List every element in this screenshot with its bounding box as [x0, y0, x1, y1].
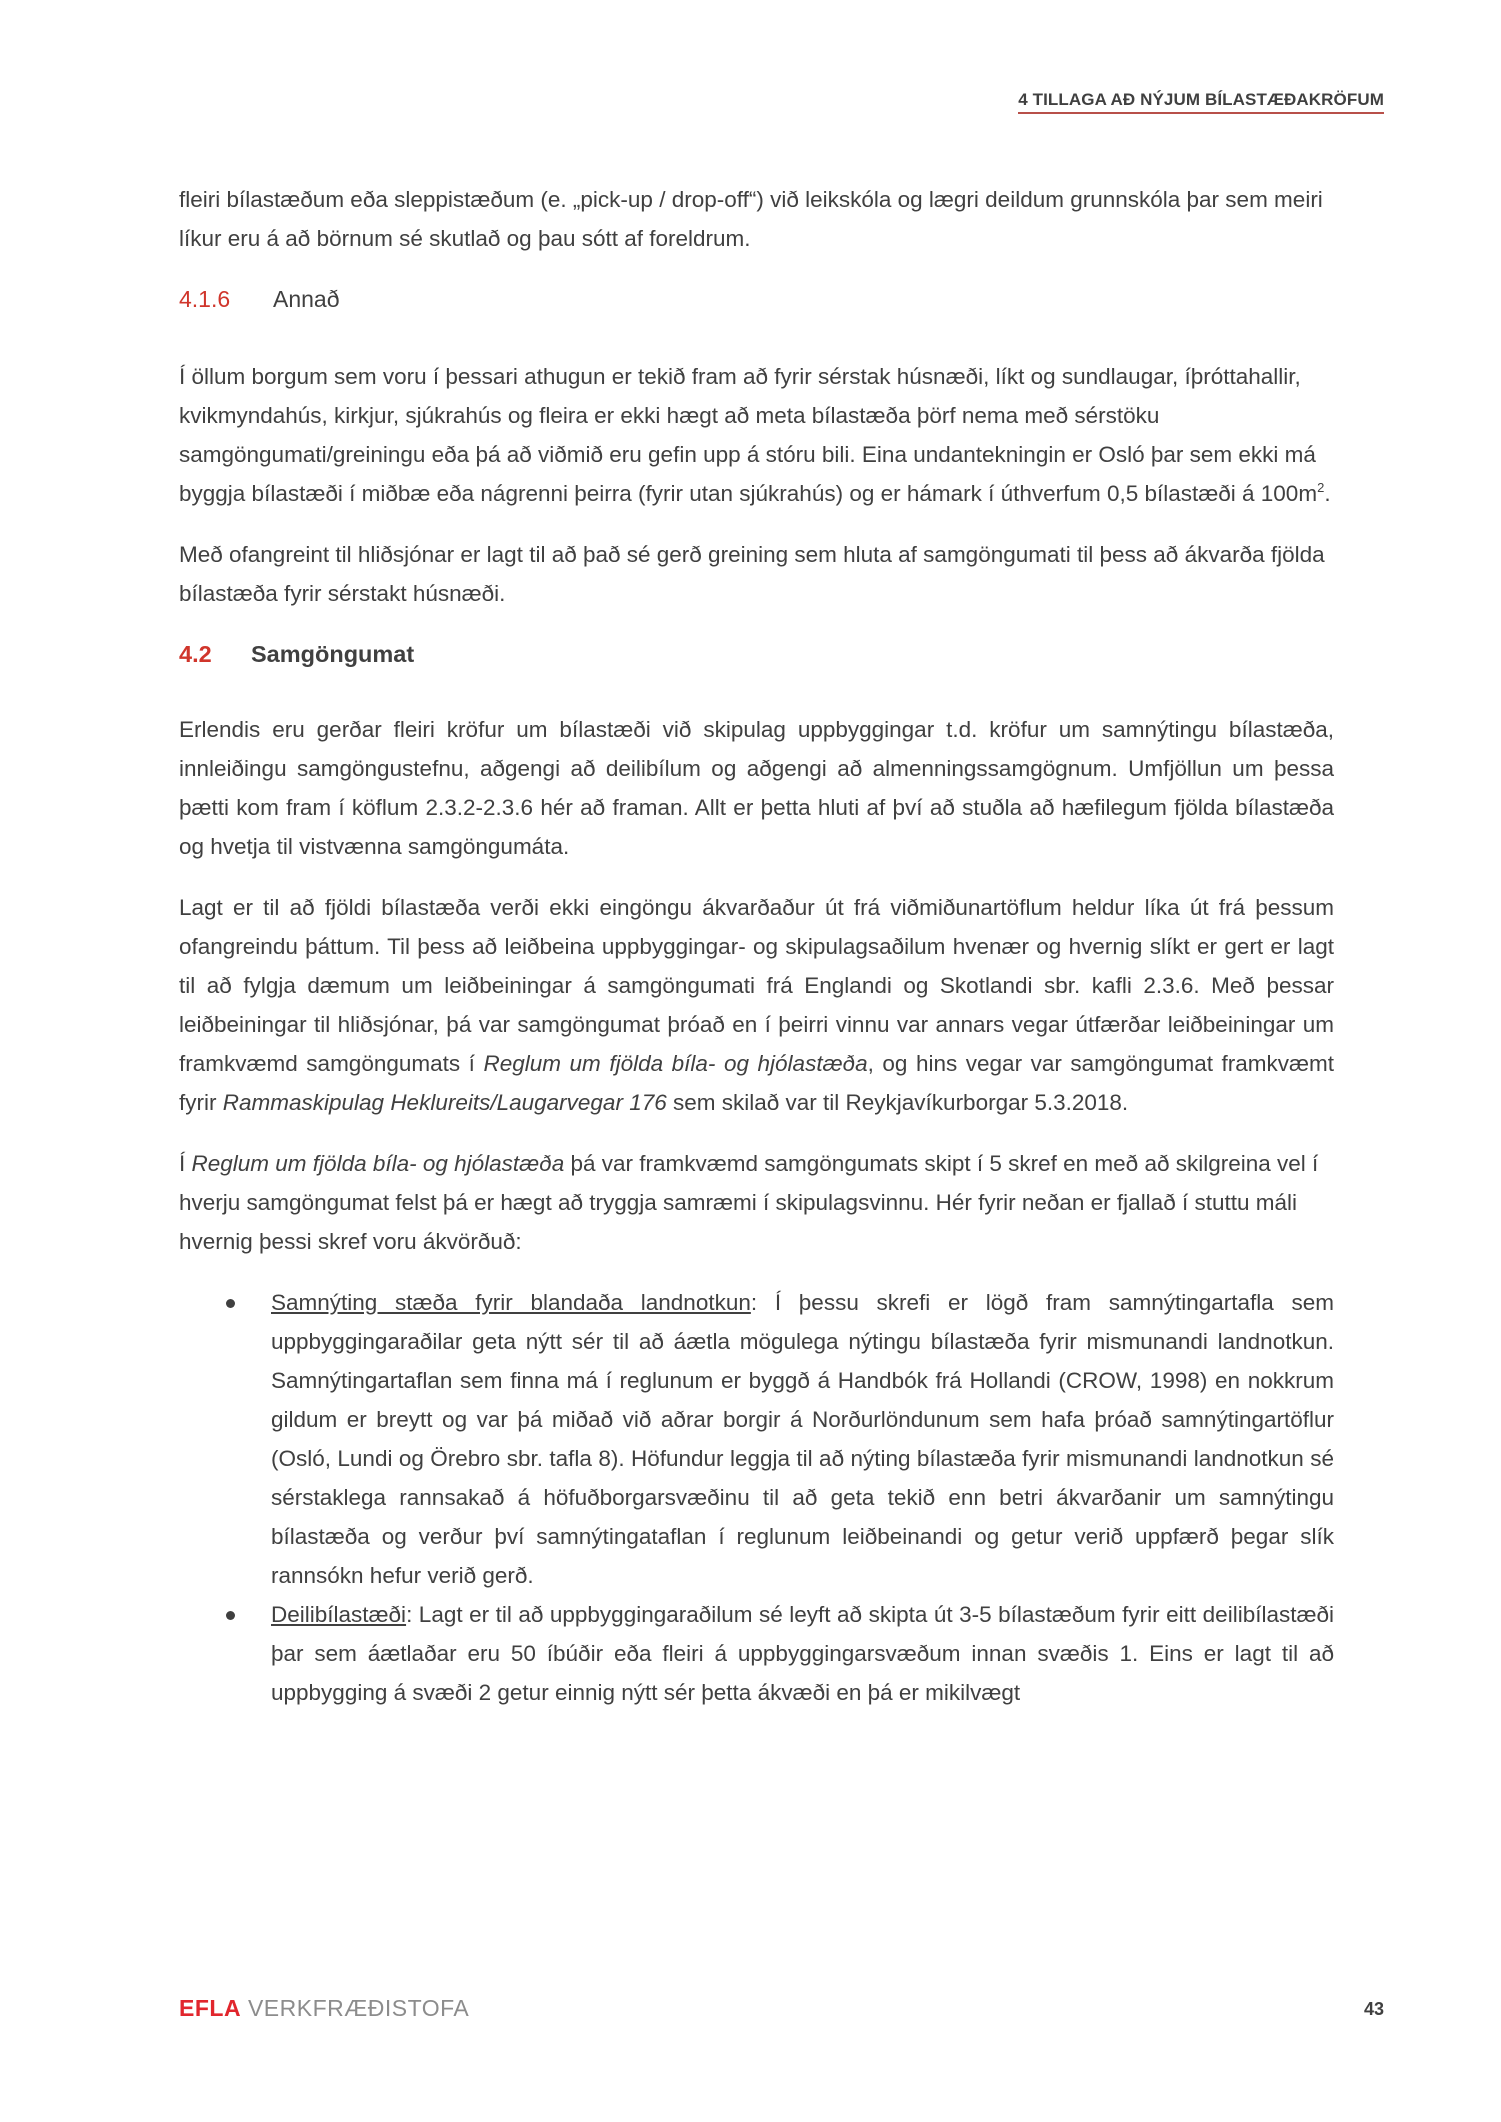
paragraph-text: þá var framkvæmd samgöngumats skipt í 5 skref en með að skilgreina vel í hverju samgöngumat felst þá er hægt að tryggja samræmi í skipulagsvinnu. Hér fyrir neðan er fjallað í stuttu máli hvernig þessi skref voru ákvörðuð: [179, 1151, 1319, 1254]
steps-list [179, 1283, 1334, 1712]
italic-reference: Reglum um fjölda bíla- og hjólastæða [191, 1151, 565, 1176]
bullet-icon [226, 1299, 235, 1308]
logo-text: VERKFRÆÐISTOFA [241, 1995, 470, 2021]
section-title: Annað [273, 286, 340, 312]
list-item [179, 1595, 1334, 1712]
paragraph-text: Í [179, 1151, 192, 1176]
paragraph-text: Í öllum borgum sem voru í þessari athugun er tekið fram að fyrir sérstak húsnæði, líkt og sundlaugar, íþróttahallir, kvikmyndahús, kirkjur, sjúkrahús og fleira er ekki hægt að meta bílastæða þörf nema með sérstöku samgöngumati/greiningu eða þá að viðmið eru gefin upp á stóru bili. Eina undantekningin er Osló þar sem ekki má byggja bílastæði í miðbæ eða nágrenni þeirra (fyrir utan sjúkrahús) og er hámark í úthverfum 0,5 bílastæði á 100m [179, 364, 1318, 506]
bullet-icon [226, 1611, 235, 1620]
paragraph-text: . [1324, 481, 1331, 506]
list-item-term: Samnýting stæða fyrir blandaða landnotkun [271, 1290, 751, 1315]
list-item-text: : Í þessu skrefi er lögð fram samnýtingartafla sem uppbyggingaraðilar geta nýtt sér til að áætla mögulega nýtingu bílastæða fyrir mismunandi landnotkun. Samnýtingartaflan sem finna má í reglunum er byggð á Handbók frá Hollandi (CROW, 1998) en nokkrum gildum er breytt og var þá miðað við aðrar borgir á Norðurlöndunum sem hafa þróað samnýtingartöflur (Osló, Lundi og Örebro sbr. tafla 8). Höfundur leggja til að nýting bílastæða fyrir mismunandi landnotkun sé sérstaklega rannsakað á höfuðborgarsvæðinu til að geta tekið enn betri ákvarðanir um samnýtingu bílastæða og verður því samnýtingataflan í reglunum leiðbeinandi og getur verið uppfærð þegar slík rannsókn hefur verið gerð. [271, 1290, 1334, 1588]
section-number: 4.1.6 [179, 286, 231, 312]
efla-logo [179, 1995, 469, 2022]
list-item [179, 1283, 1334, 1595]
paragraph-text: sem skilað var til Reykjavíkurborgar 5.3.2018. [666, 1090, 1129, 1115]
section-title: Samgöngumat [251, 641, 415, 667]
paragraph-text: , og hins vegar var samgöngumat framkvæmt fyrir [179, 1051, 1335, 1115]
section-heading-4-1-6 [179, 280, 1334, 319]
paragraph-samgongumat-2 [179, 888, 1334, 1122]
list-item-term: Deilibílastæði [271, 1602, 407, 1627]
paragraph-text: Lagt er til að fjöldi bílastæða verði ekki eingöngu ákvarðaður út frá viðmiðunartöflum heldur líka út frá þessum ofangreindu þáttum. Til þess að leiðbeina uppbyggingar- og skipulagsaðilum hvenær og hvernig slíkt er gert er lagt til að fylgja dæmum um leiðbeiningar á samgöngumati frá Englandi og Skotlandi sbr. kafli 2.3.6. Með þessar leiðbeiningar til hliðsjónar, þá var samgöngumat þróað en í þeirri vinnu var annars vegar útfærðar leiðbeiningar um framkvæmd samgöngumats í [179, 895, 1334, 1076]
list-item-text: : Lagt er til að uppbyggingaraðilum sé leyft að skipta út 3-5 bílastæðum fyrir eitt deilibílastæði þar sem áætlaðar eru 50 íbúðir eða fleiri á uppbyggingarsvæðum innan svæðis 1. Eins er lagt til að uppbygging á svæði 2 getur einnig nýtt sér þetta ákvæði en þá er mikilvægt [271, 1602, 1334, 1705]
running-header: 4 TILLAGA AÐ NÝJUM BÍLASTÆÐAKRÖFUM [1018, 90, 1384, 114]
logo-brand: EFLA [179, 1995, 242, 2021]
page-body [179, 180, 1334, 1712]
paragraph-annad-2: Með ofangreint til hliðsjónar er lagt til að það sé gerð greining sem hluta af samgöngumati til þess að ákvarða fjölda bílastæða fyrir sérstakt húsnæði. [179, 542, 1325, 606]
italic-reference: Rammaskipulag Heklureits/Laugarvegar 176 [222, 1090, 667, 1115]
paragraph-annad-1 [179, 357, 1334, 513]
page-number: 43 [1363, 1999, 1384, 2019]
section-heading-4-2 [179, 635, 1334, 674]
section-number: 4.2 [179, 641, 212, 667]
paragraph-samgongumat-3 [179, 1144, 1334, 1261]
superscript: 2 [1317, 480, 1325, 495]
intro-paragraph: fleiri bílastæðum eða sleppistæðum (e. „pick-up / drop-off“) við leikskóla og lægri deildum grunnskóla þar sem meiri líkur eru á að börnum sé skutlað og þau sótt af foreldrum. [179, 187, 1323, 251]
paragraph-samgongumat-1: Erlendis eru gerðar fleiri kröfur um bílastæði við skipulag uppbyggingar t.d. kröfur um samnýtingu bílastæða, innleiðingu samgöngustefnu, aðgengi að deilibílum og aðgengi að almenningssamgögnum. Umfjöllun um þessa þætti kom fram í köflum 2.3.2-2.3.6 hér að framan. Allt er þetta hluti af því að stuðla að hæfilegum fjölda bílastæða og hvetja til vistvænna samgöngumáta. [179, 717, 1334, 859]
italic-reference: Reglum um fjölda bíla- og hjólastæða [483, 1051, 868, 1076]
